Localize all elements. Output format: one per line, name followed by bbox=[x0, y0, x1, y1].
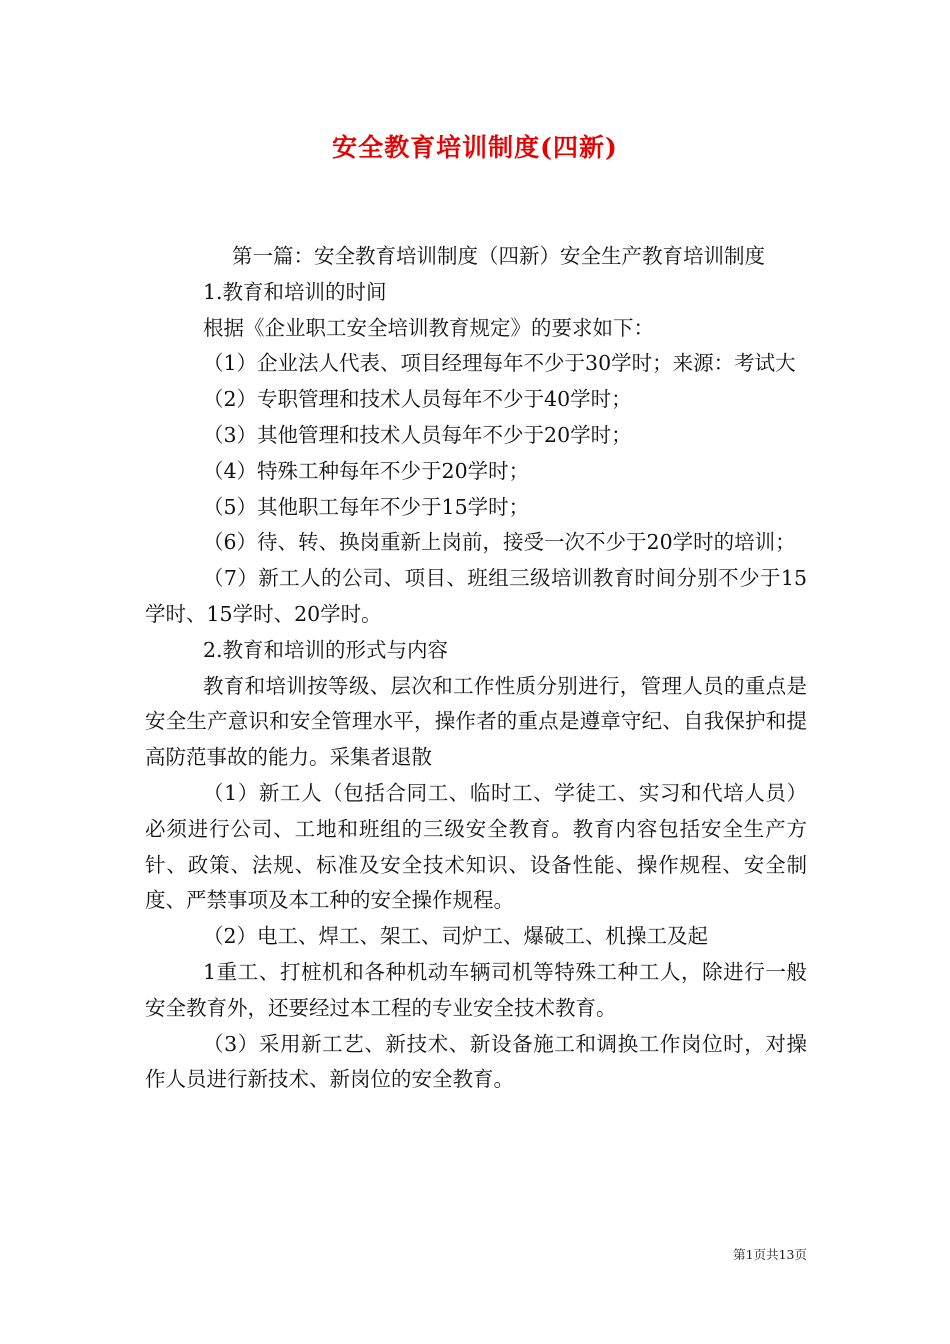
paragraph: （5）其他职工每年不少于15学时； bbox=[203, 494, 530, 519]
paragraph: （3）采用新工艺、新技术、新设备施工和调换工作岗位时，对操作人员进行新技术、新岗位的安全教育。 bbox=[145, 1031, 807, 1092]
paragraph: 2.教育和培训的形式与内容 bbox=[203, 637, 449, 662]
document-body bbox=[145, 239, 807, 1098]
paragraph: （7）新工人的公司、项目、班组三级培训教育时间分别不少于15学时、15学时、20学时。 bbox=[145, 566, 807, 626]
paragraph: （2）电工、焊工、架工、司炉工、爆破工、机操工及起 bbox=[203, 924, 709, 949]
paragraph: （1）新工人（包括合同工、临时工、学徒工、实习和代培人员）必须进行公司、工地和班组的三级安全教育。教育内容包括安全生产方针、政策、法规、标准及安全技术知识、设备性能、操作规程、安全制度、严禁事项及本工种的安全操作规程。 bbox=[145, 780, 807, 913]
paragraph: （6）待、转、换岗重新上岗前，接受一次不少于20学时的培训； bbox=[203, 530, 796, 555]
paragraph: 根据《企业职工安全培训教育规定》的要求如下： bbox=[203, 315, 654, 340]
paragraph: 1.教育和培训的时间 bbox=[203, 279, 387, 304]
paragraph: （2）专职管理和技术人员每年不少于40学时； bbox=[203, 387, 632, 412]
page-number: 第1页共13页 bbox=[733, 1247, 807, 1262]
paragraph: 1重工、打桩机和各种机动车辆司机等特殊工种工人，除进行一般安全教育外，还要经过本工程的专业安全技术教育。 bbox=[145, 959, 807, 1020]
paragraph: 第一篇：安全教育培训制度（四新）安全生产教育培训制度 bbox=[232, 244, 765, 268]
paragraph: （1）企业法人代表、项目经理每年不少于30学时；来源：考试大 bbox=[203, 351, 796, 376]
paragraph: （4）特殊工种每年不少于20学时； bbox=[203, 458, 530, 483]
paragraph: 教育和培训按等级、层次和工作性质分别进行，管理人员的重点是安全生产意识和安全管理水平，操作者的重点是遵章守纪、自我保护和提高防范事故的能力。采集者退散 bbox=[145, 673, 807, 770]
paragraph: （3）其他管理和技术人员每年不少于20学时； bbox=[203, 422, 632, 447]
page-title: 安全教育培训制度(四新) bbox=[332, 133, 618, 162]
